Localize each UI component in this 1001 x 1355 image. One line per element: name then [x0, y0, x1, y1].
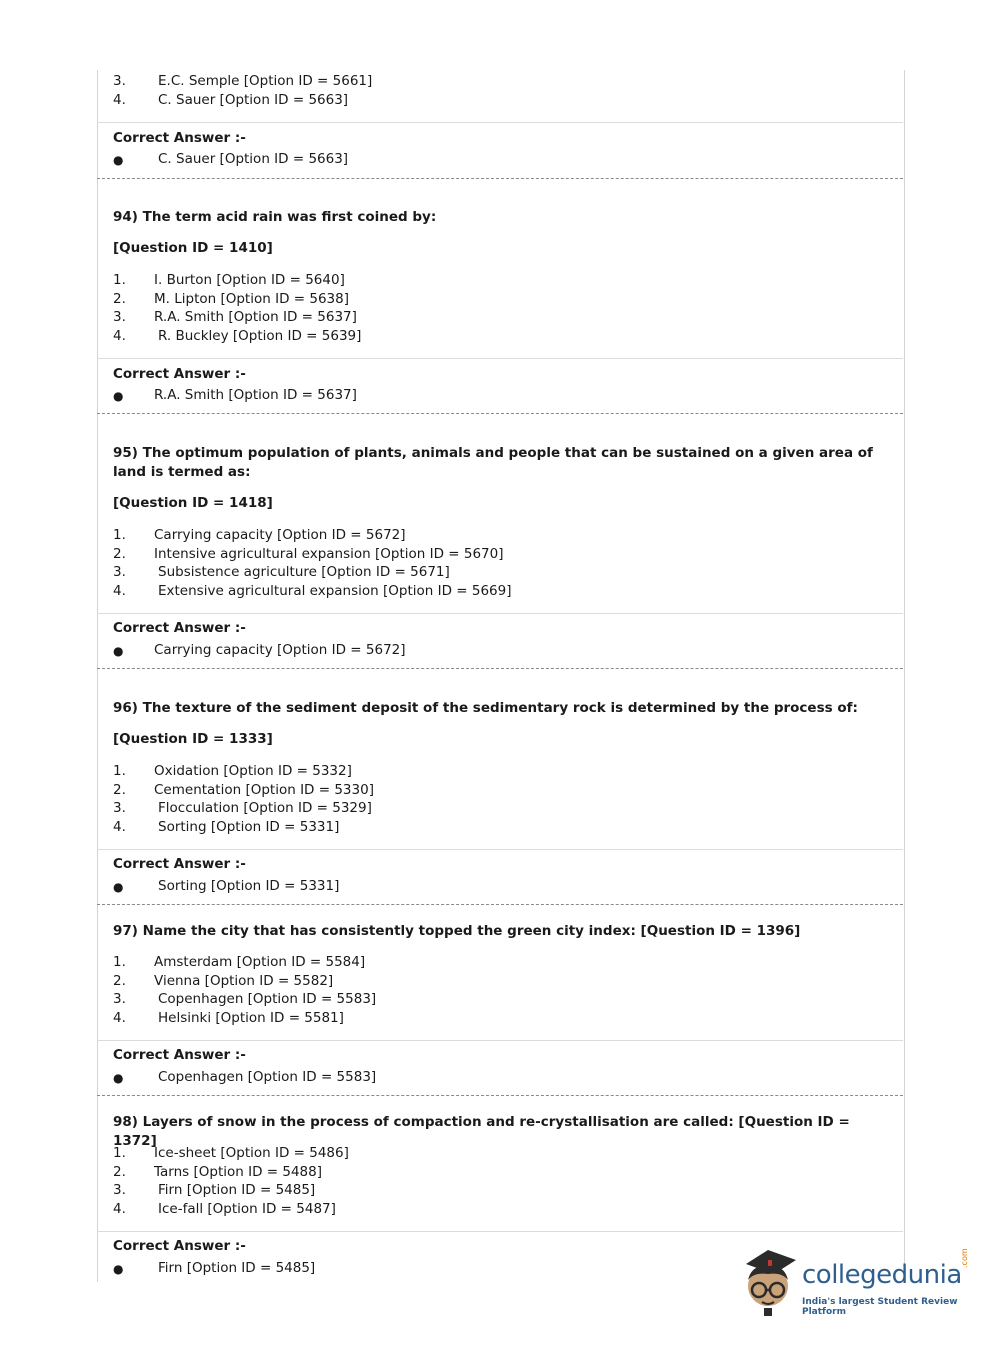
option-text: Carrying capacity [Option ID = 5672] [154, 527, 406, 543]
mascot-icon [738, 1246, 802, 1320]
correct-answer: Firn [Option ID = 5485] [158, 1260, 316, 1276]
divider [97, 358, 903, 359]
option-number: 1. [113, 272, 126, 288]
option-number: 2. [113, 973, 126, 989]
option-text: E.C. Semple [Option ID = 5661] [158, 73, 373, 89]
bullet-icon: ● [113, 1071, 124, 1085]
option-number: 3. [113, 564, 126, 580]
question-separator [97, 413, 903, 414]
option-text: Vienna [Option ID = 5582] [154, 973, 334, 989]
logo-suffix: .com [960, 1248, 969, 1268]
logo-tagline: India's largest Student Review Platform [802, 1297, 958, 1317]
option-text: Flocculation [Option ID = 5329] [158, 800, 372, 816]
question-id: [Question ID = 1410] [113, 240, 273, 256]
divider [97, 849, 903, 850]
divider [97, 613, 903, 614]
option-text: Intensive agricultural expansion [Option ID = 5670] [154, 546, 504, 562]
option-number: 1. [113, 763, 126, 779]
bullet-icon: ● [113, 644, 124, 658]
divider [97, 122, 903, 123]
correct-answer: Carrying capacity [Option ID = 5672] [154, 642, 406, 658]
divider [97, 1040, 903, 1041]
option-number: 1. [113, 1145, 126, 1161]
option-text: R.A. Smith [Option ID = 5637] [154, 309, 357, 325]
option-number: 3. [113, 309, 126, 325]
option-number: 3. [113, 800, 126, 816]
option-text: Copenhagen [Option ID = 5583] [158, 991, 377, 1007]
option-text: M. Lipton [Option ID = 5638] [154, 291, 349, 307]
option-text: I. Burton [Option ID = 5640] [154, 272, 345, 288]
correct-answer-label: Correct Answer :- [113, 856, 246, 872]
option-text: Firn [Option ID = 5485] [158, 1182, 316, 1198]
option-text: Subsistence agriculture [Option ID = 5671] [158, 564, 450, 580]
option-number: 4. [113, 1201, 126, 1217]
option-text: Sorting [Option ID = 5331] [158, 819, 340, 835]
option-number: 4. [113, 583, 126, 599]
option-text: Cementation [Option ID = 5330] [154, 782, 374, 798]
option-text: Extensive agricultural expansion [Option ID = 5669] [158, 583, 512, 599]
question-separator [97, 178, 903, 179]
correct-answer: C. Sauer [Option ID = 5663] [158, 151, 349, 167]
option-number: 2. [113, 782, 126, 798]
correct-answer-label: Correct Answer :- [113, 366, 246, 382]
option-number: 1. [113, 527, 126, 543]
question-text: 96) The texture of the sediment deposit of the sedimentary rock is determined by the process of: [113, 700, 858, 716]
option-text: Ice-fall [Option ID = 5487] [158, 1201, 336, 1217]
option-text: Helsinki [Option ID = 5581] [158, 1010, 344, 1026]
question-text: 97) Name the city that has consistently topped the green city index: [Question ID = 1396] [113, 923, 801, 939]
option-number: 4. [113, 328, 126, 344]
question-id: [Question ID = 1418] [113, 495, 273, 511]
option-text: Ice-sheet [Option ID = 5486] [154, 1145, 349, 1161]
option-number: 4. [113, 1010, 126, 1026]
option-text: C. Sauer [Option ID = 5663] [158, 92, 349, 108]
bullet-icon: ● [113, 153, 124, 167]
option-number: 4. [113, 92, 126, 108]
bullet-icon: ● [113, 1262, 124, 1276]
option-text: Tarns [Option ID = 5488] [154, 1164, 322, 1180]
logo-wordmark: collegedunia [802, 1260, 962, 1290]
bullet-icon: ● [113, 880, 124, 894]
option-text: Oxidation [Option ID = 5332] [154, 763, 352, 779]
correct-answer: R.A. Smith [Option ID = 5637] [154, 387, 357, 403]
option-number: 3. [113, 991, 126, 1007]
divider [97, 1231, 903, 1232]
correct-answer-label: Correct Answer :- [113, 620, 246, 636]
collegedunia-logo[interactable] [738, 1246, 978, 1320]
question-text: 95) The optimum population of plants, animals and people that can be sustained on a given area of land is termed as: [113, 445, 873, 480]
option-number: 3. [113, 73, 126, 89]
correct-answer-label: Correct Answer :- [113, 1047, 246, 1063]
option-text: Amsterdam [Option ID = 5584] [154, 954, 366, 970]
question-separator [97, 668, 903, 669]
option-number: 3. [113, 1182, 126, 1198]
question-text: 98) Layers of snow in the process of compaction and re-crystallisation are called: [Question ID = 1372] [113, 1114, 850, 1149]
option-number: 1. [113, 954, 126, 970]
option-number: 4. [113, 819, 126, 835]
correct-answer: Sorting [Option ID = 5331] [158, 878, 340, 894]
question-id: [Question ID = 1333] [113, 731, 273, 747]
correct-answer: Copenhagen [Option ID = 5583] [158, 1069, 377, 1085]
correct-answer-label: Correct Answer :- [113, 130, 246, 146]
correct-answer-label: Correct Answer :- [113, 1238, 246, 1254]
option-text: R. Buckley [Option ID = 5639] [158, 328, 362, 344]
question-text: 94) The term acid rain was first coined by: [113, 209, 437, 225]
question-separator [97, 904, 903, 905]
option-number: 2. [113, 291, 126, 307]
bullet-icon: ● [113, 389, 124, 403]
option-number: 2. [113, 546, 126, 562]
question-separator [97, 1095, 903, 1096]
option-number: 2. [113, 1164, 126, 1180]
